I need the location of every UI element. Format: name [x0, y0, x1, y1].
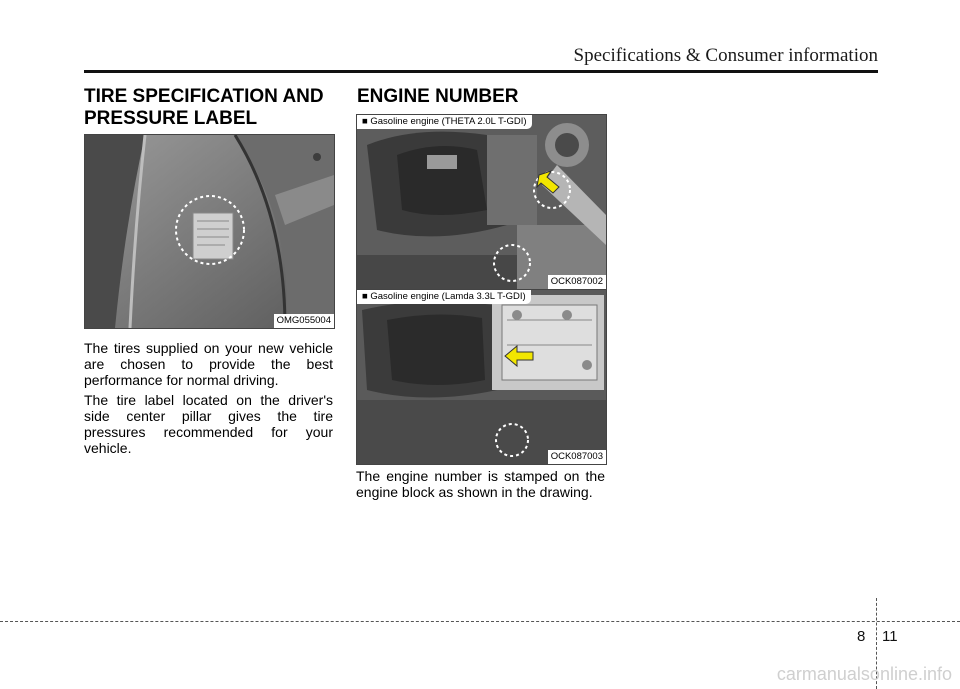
watermark: carmanualsonline.info	[776, 664, 952, 684]
engine-photo-theta	[356, 114, 607, 290]
engine-lamda-caption: ■ Gasoline engine (Lamda 3.3L T-GDI)	[357, 290, 531, 304]
running-header-title: Specifications & Consumer information	[573, 45, 878, 66]
engine-lamda-illustration	[357, 290, 606, 464]
tire-section-heading: TIRE SPECIFICATION AND PRESSURE LABEL	[84, 86, 324, 129]
tire-label-illustration	[85, 135, 334, 328]
engine-theta-illustration	[357, 115, 606, 289]
tire-label-photo	[84, 134, 335, 329]
tire-paragraph-1: The tires supplied on your new vehicle are chosen to provide the best performance for normal driving.	[84, 340, 333, 388]
page-number: 11	[882, 628, 898, 645]
chapter-number: 8	[857, 628, 866, 645]
tire-paragraph-2: The tire label located on the driver's side center pillar gives the tire pressures recommended for your vehicle.	[84, 392, 333, 456]
engine-theta-caption: ■ Gasoline engine (THETA 2.0L T-GDI)	[357, 115, 532, 129]
engine-section-heading: ENGINE NUMBER	[357, 86, 519, 107]
engine-theta-code: OCK087002	[548, 275, 606, 289]
footer-rule	[0, 621, 960, 622]
engine-photo-lamda	[356, 289, 607, 465]
engine-paragraph: The engine number is stamped on the engine block as shown in the drawing.	[356, 468, 605, 500]
header-rule	[84, 70, 878, 73]
tire-image-code: OMG055004	[274, 314, 334, 328]
engine-lamda-code: OCK087003	[548, 450, 606, 464]
